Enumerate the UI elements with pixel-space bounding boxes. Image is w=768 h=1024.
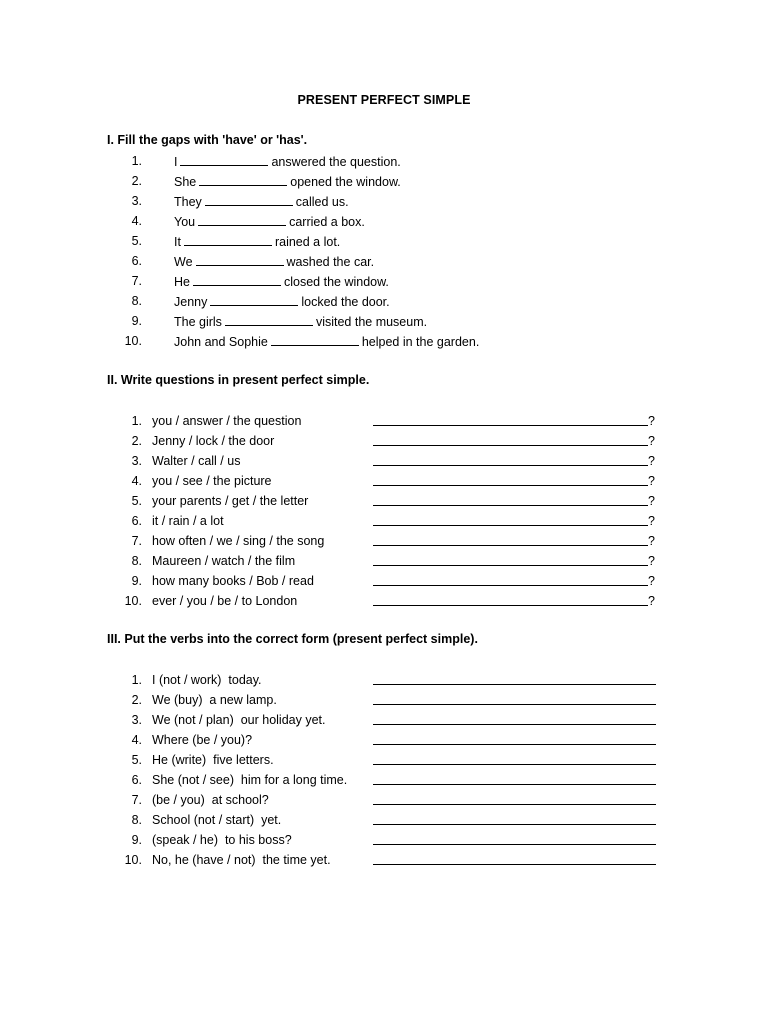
answer-blank[interactable] xyxy=(180,153,268,166)
item-number: 8. xyxy=(131,294,142,308)
answer-line[interactable] xyxy=(373,413,648,426)
question-prompt: your parents / get / the letter xyxy=(152,494,309,508)
item-number: 8. xyxy=(131,813,142,827)
item-number: 4. xyxy=(131,733,142,747)
answer-line[interactable] xyxy=(373,752,656,765)
sentence-start: The girls xyxy=(174,315,222,329)
item-number: 6. xyxy=(131,514,142,528)
item-number: 9. xyxy=(131,833,142,847)
sentence-start: Jenny xyxy=(174,295,208,309)
answer-blank[interactable] xyxy=(198,213,286,226)
question-mark: ? xyxy=(648,494,655,508)
sentence-start: It xyxy=(174,235,181,249)
item-number: 10. xyxy=(124,594,142,608)
item-number: 1. xyxy=(131,154,142,168)
item-number: 3. xyxy=(131,713,142,727)
verb-prompt: She (not / see) him for a long time. xyxy=(152,773,348,787)
answer-blank[interactable] xyxy=(193,273,281,286)
sentence-start: John and Sophie xyxy=(174,335,268,349)
answer-line[interactable] xyxy=(373,533,648,546)
answer-line[interactable] xyxy=(373,553,648,566)
item-number: 7. xyxy=(131,274,142,288)
page-title: PRESENT PERFECT SIMPLE xyxy=(297,93,471,107)
question-prompt: it / rain / a lot xyxy=(152,514,224,528)
item-number: 6. xyxy=(131,773,142,787)
sentence-end: opened the window. xyxy=(290,175,401,189)
sentence-end: answered the question. xyxy=(271,155,401,169)
item-number: 10. xyxy=(124,853,142,867)
verb-prompt: (be / you) at school? xyxy=(152,793,269,807)
item-number: 4. xyxy=(131,214,142,228)
sentence-end: carried a box. xyxy=(289,215,365,229)
item-number: 1. xyxy=(131,414,142,428)
question-prompt: Jenny / lock / the door xyxy=(152,434,275,448)
item-number: 10. xyxy=(124,334,142,348)
question-prompt: how many books / Bob / read xyxy=(152,574,314,588)
question-mark: ? xyxy=(648,534,655,548)
answer-line[interactable] xyxy=(373,772,656,785)
sentence-end: rained a lot. xyxy=(274,235,341,249)
sentence-end: helped in the garden. xyxy=(361,335,480,349)
question-mark: ? xyxy=(648,414,655,428)
sentence-end: called us. xyxy=(295,195,349,209)
answer-line[interactable] xyxy=(373,672,656,685)
sentence-start: She xyxy=(174,175,197,189)
question-prompt: you / see / the picture xyxy=(152,474,272,488)
sentence-start: They xyxy=(174,195,202,209)
answer-line[interactable] xyxy=(373,832,656,845)
section-1-heading: I. Fill the gaps with 'have' or 'has'. xyxy=(107,133,308,147)
verb-prompt: We (not / plan) our holiday yet. xyxy=(152,713,326,727)
item-number: 1. xyxy=(131,673,142,687)
verb-prompt: School (not / start) yet. xyxy=(152,813,282,827)
sentence-end: visited the museum. xyxy=(315,315,428,329)
answer-line[interactable] xyxy=(373,593,648,606)
item-number: 9. xyxy=(131,314,142,328)
item-number: 7. xyxy=(131,793,142,807)
answer-line[interactable] xyxy=(373,573,648,586)
item-number: 3. xyxy=(131,454,142,468)
question-prompt: you / answer / the question xyxy=(152,414,302,428)
question-mark: ? xyxy=(648,594,655,608)
item-number: 2. xyxy=(131,434,142,448)
answer-line[interactable] xyxy=(373,712,656,725)
section-3-heading: III. Put the verbs into the correct form (present perfect simple). xyxy=(107,632,478,646)
sentence-end: locked the door. xyxy=(301,295,390,309)
answer-line[interactable] xyxy=(373,473,648,486)
answer-line[interactable] xyxy=(373,732,656,745)
question-mark: ? xyxy=(648,474,655,488)
answer-line[interactable] xyxy=(373,433,648,446)
item-number: 5. xyxy=(131,494,142,508)
question-prompt: Walter / call / us xyxy=(152,454,241,468)
item-number: 2. xyxy=(131,174,142,188)
question-prompt: how often / we / sing / the song xyxy=(152,534,325,548)
verb-prompt: No, he (have / not) the time yet. xyxy=(152,853,331,867)
answer-line[interactable] xyxy=(373,513,648,526)
verb-prompt: (speak / he) to his boss? xyxy=(152,833,292,847)
answer-blank[interactable] xyxy=(196,253,284,266)
answer-blank[interactable] xyxy=(199,173,287,186)
sentence-start: He xyxy=(174,275,190,289)
verb-prompt: Where (be / you)? xyxy=(152,733,253,747)
answer-blank[interactable] xyxy=(210,293,298,306)
verb-prompt: I (not / work) today. xyxy=(152,673,262,687)
sentence-start: We xyxy=(174,255,193,269)
item-number: 4. xyxy=(131,474,142,488)
answer-line[interactable] xyxy=(373,812,656,825)
question-mark: ? xyxy=(648,454,655,468)
item-number: 5. xyxy=(131,234,142,248)
answer-line[interactable] xyxy=(373,852,656,865)
answer-line[interactable] xyxy=(373,792,656,805)
sentence-start: You xyxy=(174,215,196,229)
answer-blank[interactable] xyxy=(271,333,359,346)
item-number: 6. xyxy=(131,254,142,268)
verb-prompt: We (buy) a new lamp. xyxy=(152,693,277,707)
answer-line[interactable] xyxy=(373,692,656,705)
answer-line[interactable] xyxy=(373,453,648,466)
answer-line[interactable] xyxy=(373,493,648,506)
question-mark: ? xyxy=(648,434,655,448)
item-number: 7. xyxy=(131,534,142,548)
answer-blank[interactable] xyxy=(184,233,272,246)
question-prompt: Maureen / watch / the film xyxy=(152,554,296,568)
item-number: 2. xyxy=(131,693,142,707)
question-prompt: ever / you / be / to London xyxy=(152,594,298,608)
item-number: 8. xyxy=(131,554,142,568)
sentence-end: washed the car. xyxy=(286,255,375,269)
item-number: 9. xyxy=(131,574,142,588)
question-mark: ? xyxy=(648,574,655,588)
question-mark: ? xyxy=(648,514,655,528)
item-number: 3. xyxy=(131,194,142,208)
question-mark: ? xyxy=(648,554,655,568)
answer-blank[interactable] xyxy=(225,313,313,326)
sentence-end: closed the window. xyxy=(283,275,389,289)
section-2-heading: II. Write questions in present perfect simple. xyxy=(107,373,370,387)
verb-prompt: He (write) five letters. xyxy=(152,753,274,767)
item-number: 5. xyxy=(131,753,142,767)
sentence-start: I xyxy=(174,155,178,169)
answer-blank[interactable] xyxy=(205,193,293,206)
